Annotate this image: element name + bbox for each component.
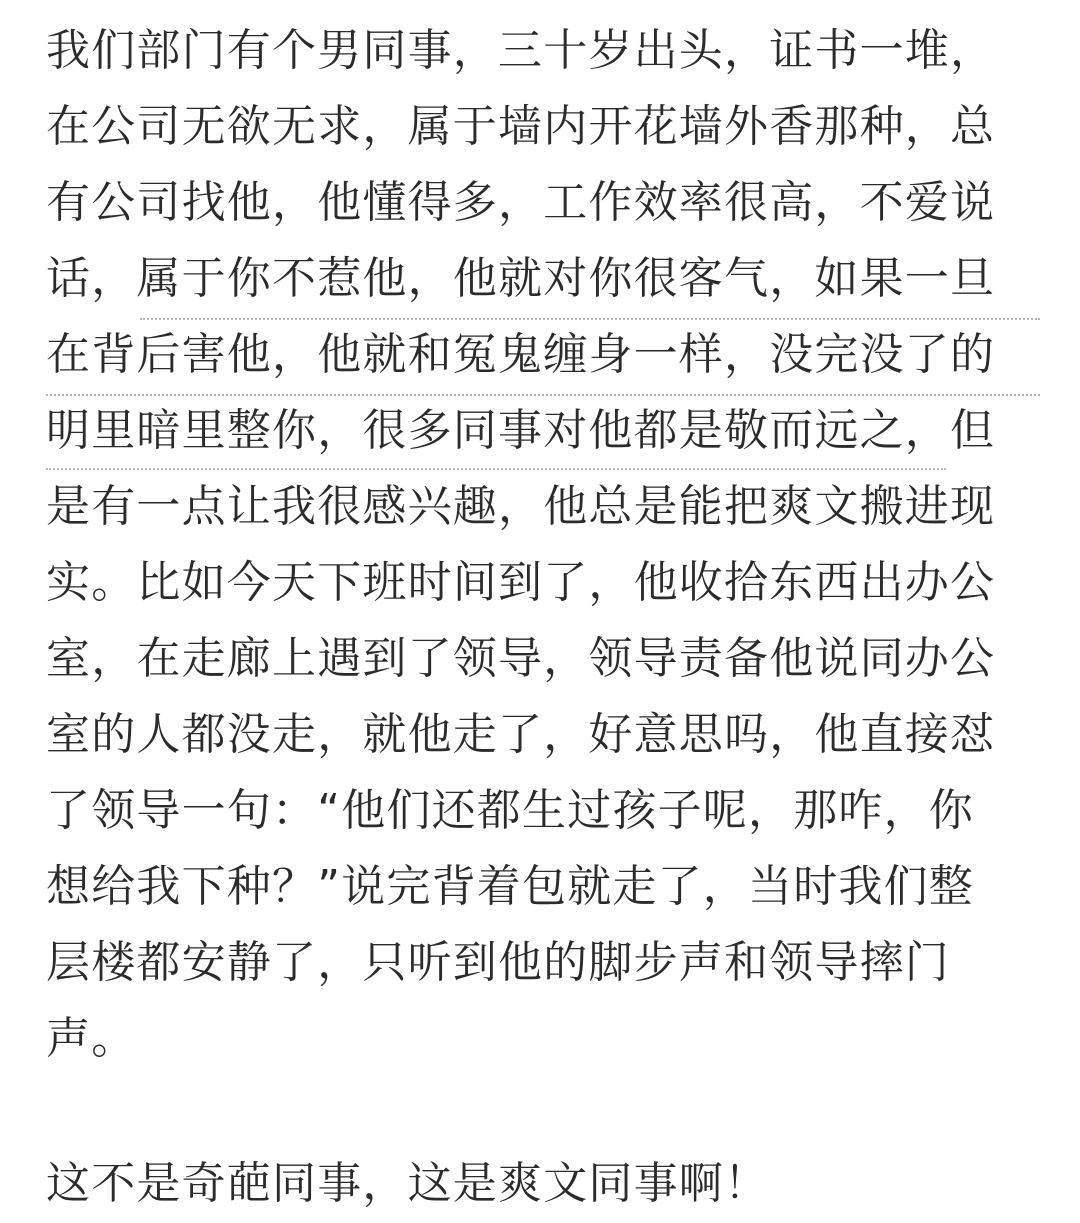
paragraph-line-12: 想给我下种？”说完背着包就走了，当时我们整 [46,861,974,912]
paragraph-line-13: 层楼都安静了，只听到他的脚步声和领导摔门 [46,937,950,988]
paragraph-line-8: 实。比如今天下班时间到了，他收拾东西出办公 [46,557,996,608]
paragraph-line-14: 声。 [46,1013,137,1064]
paragraph-line-9: 室，在走廊上遇到了领导，领导责备他说同办公 [46,633,996,684]
paragraph-line-6: 明里暗里整你，很多同事对他都是敬而远之，但 [46,405,996,456]
dotted-divider [46,394,1040,396]
paragraph-line-10: 室的人都没走，就他走了，好意思吗，他直接怼 [46,709,996,760]
dotted-divider [140,318,1040,320]
paragraph-line-11: 了领导一句：“他们还都生过孩子呢，那咋，你 [46,785,974,836]
paragraph-line-3: 有公司找他，他懂得多，工作效率很高，不爱说 [46,177,996,228]
dotted-divider [46,468,946,470]
paragraph-line-4: 话，属于你不惹他，他就对你很客气，如果一旦 [46,253,996,304]
paragraph-line-1: 我们部门有个男同事，三十岁出头，证书一堆， [46,25,996,76]
paragraph-line-2: 在公司无欲无求，属于墙内开花墙外香那种，总 [46,101,996,152]
paragraph-line-7: 是有一点让我很感兴趣，他总是能把爽文搬进现 [46,481,996,532]
closing-line: 这不是奇葩同事，这是爽文同事啊！ [46,1158,770,1209]
paragraph-line-5: 在背后害他，他就和冤鬼缠身一样，没完没了的 [46,329,996,380]
